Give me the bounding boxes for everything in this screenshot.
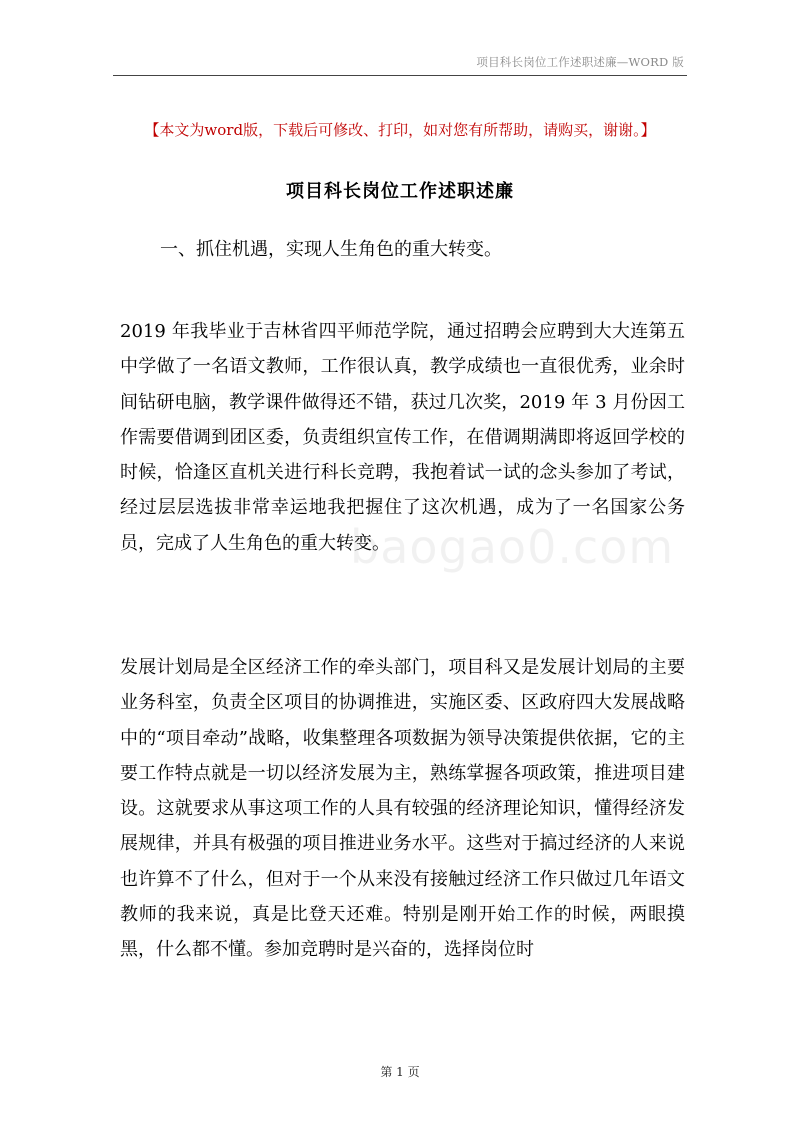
purchase-notice: 【本文为word版，下载后可修改、打印，如对您有所帮助，请购买，谢谢。】 (144, 121, 656, 139)
header-divider (113, 75, 687, 76)
watermark: baogao0.com (350, 520, 675, 574)
running-header: 项目科长岗位工作述职述廉—WORD 版 (476, 55, 684, 69)
body-paragraph-2: 发展计划局是全区经济工作的牵头部门，项目科又是发展计划局的主要业务科室，负责全区项目的协调推进，实施区委、区政府四大发展战略中的“项目牵动”战略，收集整理各项数据为领导决策提供依据，它的主要工作特点就是一切以经济发展为主，熟练掌握各项政策，推进项目建设。这就要求从事这项工作的人具有较强的经济理论知识，懂得经济发展规律，并具有极强的项目推进业务水平。这些对于搞过经济的人来说也许算不了什么，但对于一个从来没有接触过经济工作只做过几年语文教师的我来说，真是比登天还难。特别是刚开始工作的时候，两眼摸黑，什么都不懂。参加竞聘时是兴奋的，选择岗位时 (120, 657, 685, 961)
section-heading: 一、抓住机遇，实现人生角色的重大转变。 (160, 239, 502, 260)
document-title: 项目科长岗位工作述职述廉 (286, 181, 514, 202)
page-number: 第 1 页 (380, 1065, 420, 1079)
body-paragraph-1: 2019 年我毕业于吉林省四平师范学院，通过招聘会应聘到大大连第五中学做了一名语文教师，工作很认真，教学成绩也一直很优秀，业余时间钻研电脑，教学课件做得还不错，获过几次奖，2019 年 3 月份因工作需要借调到团区委，负责组织宣传工作，在借调期满即将返回学校的时候，恰逢区直机关进行科长竞聘，我抱着试一试的念头参加了考试，经过层层选拔非常幸运地我把握住了这次机遇，成为了一名国家公务员，完成了人生角色的重大转变。 (120, 321, 685, 554)
